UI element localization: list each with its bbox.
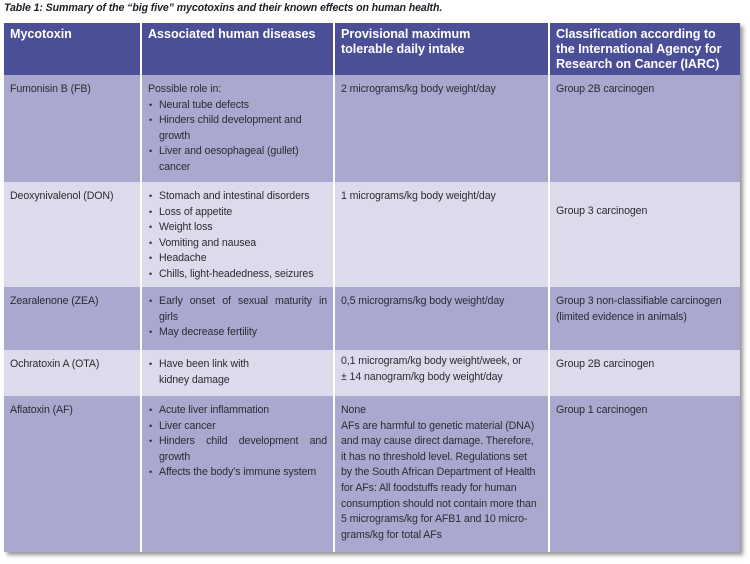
disease-item: • May decrease fertility: [148, 325, 327, 341]
disease-item: • Neural tube defects: [148, 98, 327, 114]
disease-item: • Liver cancer: [148, 419, 327, 435]
cell-mycotoxin: Zearalenone (ZEA): [4, 287, 141, 350]
cell-mycotoxin: Aflatoxin (AF): [4, 396, 141, 552]
disease-item: • Hinders child development and growth: [148, 113, 327, 144]
disease-list: [148, 294, 327, 341]
intake-line: ± 14 nanogram/kg body weight/day: [341, 370, 503, 383]
table-header-row: [4, 23, 740, 75]
disease-item: • Headache: [148, 251, 327, 267]
disease-item: • Early onset of sexual maturity in girls: [148, 294, 327, 325]
disease-item: • Liver and oesophageal (gullet) cancer: [148, 144, 327, 175]
cell-mycotoxin: Deoxynivalenol (DON): [4, 182, 141, 287]
disease-item: • Affects the body’s immune system: [148, 465, 327, 481]
table-caption: Table 1: Summary of the “big five” mycotoxins and their known effects on human health.: [4, 2, 443, 14]
cell-intake: 0,5 micrograms/kg body weight/day: [334, 287, 549, 350]
cell-mycotoxin: Fumonisin B (FB): [4, 75, 141, 182]
header-intake: [334, 23, 549, 75]
disease-list: [148, 357, 327, 388]
intake-title: None: [341, 404, 366, 416]
table-row: [4, 350, 740, 396]
cell-classification: [549, 182, 740, 287]
cell-classification: Group 2B carcinogen: [549, 75, 740, 182]
disease-item: • Loss of appetite: [148, 205, 327, 221]
header-mycotoxin: Mycotoxin: [4, 23, 141, 75]
mycotoxin-table: [4, 23, 740, 552]
classification-text: Group 3 carcinogen: [556, 205, 648, 217]
cell-diseases: [141, 182, 334, 287]
cell-intake: [334, 396, 549, 552]
cell-diseases: [141, 75, 334, 182]
cell-classification: Group 1 carcinogen: [549, 396, 740, 552]
table-row: [4, 75, 740, 182]
cell-intake: 2 micrograms/kg body weight/day: [334, 75, 549, 182]
disease-item: • Acute liver inflammation: [148, 403, 327, 419]
table-row: [4, 182, 740, 287]
disease-list: [148, 98, 327, 176]
cell-diseases: [141, 396, 334, 552]
intake-line: 0,1 microgram/kg body weight/week, or: [341, 355, 522, 367]
disease-item: • Stomach and intestinal disorders: [148, 189, 327, 205]
disease-list: [148, 189, 327, 283]
disease-item: • Weight loss: [148, 220, 327, 236]
disease-item: • Vomiting and nausea: [148, 236, 327, 252]
disease-item: • Have been link with kidney damage: [148, 357, 327, 388]
cell-intake: 1 micrograms/kg body weight/day: [334, 182, 549, 287]
header-intake-text: Provisional maximum tolerable daily intake: [341, 27, 471, 56]
cell-diseases: [141, 287, 334, 350]
table-row: [4, 396, 740, 552]
cell-mycotoxin: Ochratoxin A (OTA): [4, 350, 141, 396]
header-classification: Classification according to the International Agency for Research on Cancer (IARC): [549, 23, 740, 75]
header-diseases: Associated human diseases: [141, 23, 334, 75]
spacer: [556, 189, 734, 204]
cell-intake: [334, 350, 549, 396]
intake-text: AFs are harmful to genetic material (DNA) and may cause direct damage. Therefore, it has no threshold level. Regulations set by the South African Department of Health for AFs: All foodstuffs ready for human consumption should not contain more than 5 micrograms/kg for AFB1 and 10 micro-grams/kg for total AFs: [341, 419, 537, 541]
disease-list: [148, 403, 327, 481]
cell-diseases: [141, 350, 334, 396]
mycotoxin-table-container: [4, 23, 740, 552]
disease-item: • Hinders child development and growth: [148, 434, 327, 465]
cell-classification: Group 3 non-classifiable carcinogen (limited evidence in animals): [549, 287, 740, 350]
disease-item: • Chills, light-headedness, seizures: [148, 267, 327, 283]
diseases-intro: Possible role in:: [148, 83, 222, 95]
table-row: [4, 287, 740, 350]
cell-classification: Group 2B carcinogen: [549, 350, 740, 396]
